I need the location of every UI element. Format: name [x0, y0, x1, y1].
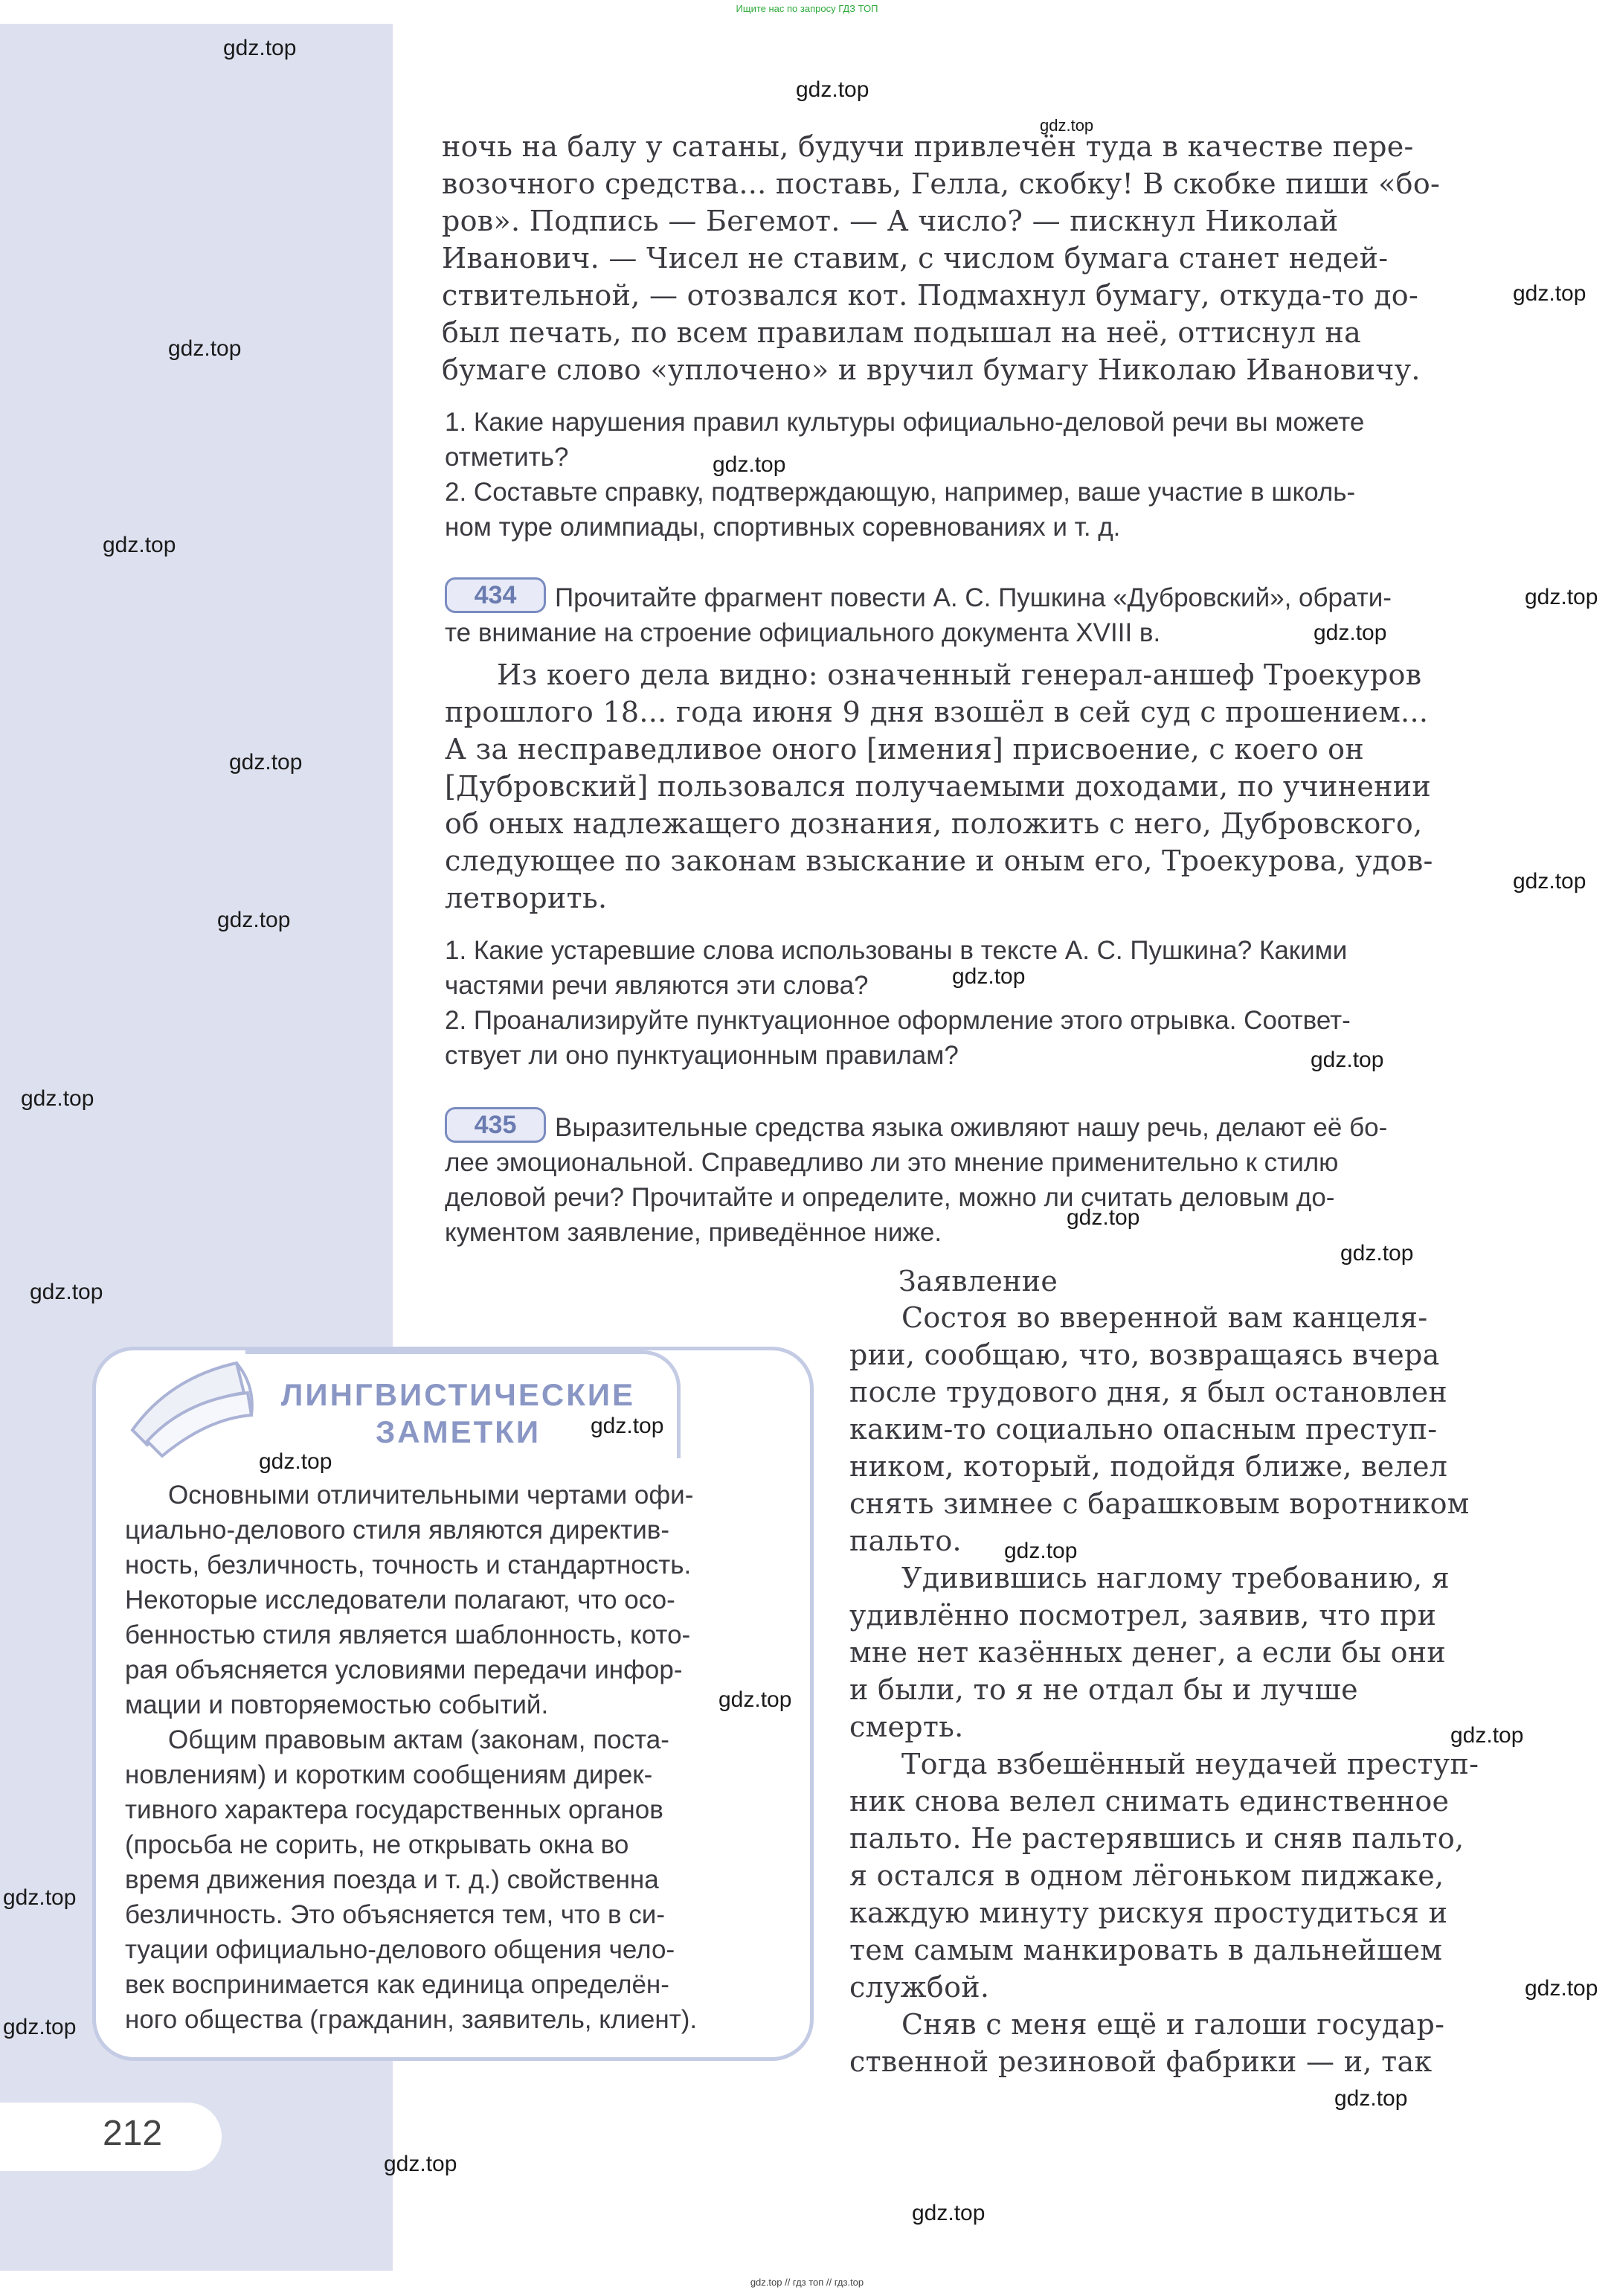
notes-line: мации и повторяемостью событий. — [125, 1690, 549, 1719]
text-line: ственной резиновой фабрики — и, так — [849, 2045, 1433, 2078]
watermark: gdz.top — [168, 336, 242, 361]
watermark: gdz.top — [3, 1885, 77, 1910]
text-line: смерть. — [849, 1710, 964, 1743]
watermark: gdz.top — [384, 2152, 457, 2176]
notes-body — [125, 1478, 774, 2037]
text-line: ствительной, — отозвался кот. Подмахнул бумагу, откуда-то до- — [442, 279, 1419, 312]
text-line: мне нет казённых денег, а если бы они — [849, 1636, 1447, 1669]
watermark: gdz.top — [1004, 1539, 1078, 1563]
text-line: Состоя во вверенной вам канцеля- — [901, 1301, 1428, 1334]
intro-questions — [445, 405, 1520, 545]
intro-passage — [442, 128, 1517, 388]
text-line: Из коего дела видно: означенный генерал-аншеф Троекуров — [497, 658, 1422, 691]
notes-line: Общим правовым актам (законам, поста- — [168, 1725, 669, 1754]
watermark: gdz.top — [1040, 116, 1094, 135]
prompt-line: лее эмоциональной. Справедливо ли это мнение применительно к стилю — [445, 1148, 1339, 1177]
watermark: gdz.top — [3, 2015, 77, 2039]
watermark: gdz.top — [21, 1086, 94, 1111]
watermark: gdz.top — [30, 1280, 103, 1304]
notes-line: ного общества (гражданин, заявитель, клиент). — [125, 2005, 698, 2034]
notes-title-line: ЛИНГВИСТИЧЕСКИЕ — [280, 1377, 636, 1412]
notes-line: Основными отличительными чертами офи- — [168, 1481, 694, 1510]
text-line: Иванович. — Чисел не ставим, с числом бумага станет недей- — [442, 242, 1389, 275]
text-line: рии, сообщаю, что, возвращаясь вчера — [849, 1338, 1440, 1371]
page-number: 212 — [103, 2114, 163, 2153]
text-line: А за несправедливое оного [имения] присвоение, с коего он — [445, 733, 1364, 766]
text-line: пальто. — [849, 1524, 962, 1557]
question-line: отметить? — [445, 443, 569, 472]
watermark: gdz.top — [1067, 1205, 1140, 1230]
watermark: gdz.top — [1513, 281, 1586, 306]
question-line: ном туре олимпиады, спортивных соревнованиях и т. д. — [445, 513, 1121, 542]
watermark: gdz.top — [796, 77, 869, 102]
text-line: возочного средства... поставь, Гелла, скобку! В скобке пиши «бо- — [442, 167, 1441, 200]
text-line: каким-то социально опасным преступ- — [849, 1413, 1438, 1446]
notes-title-line: ЗАМЕТКИ — [375, 1414, 541, 1449]
question-line: 1. Какие нарушения правил культуры официально-деловой речи вы можете — [445, 408, 1365, 437]
bottom-banner: gdz.top // гдз топ // гдз.top — [750, 2277, 864, 2288]
watermark: gdz.top — [1513, 869, 1586, 894]
text-line: удивлённо посмотрел, заявив, что при — [849, 1599, 1437, 1632]
text-line: ником, который, подойдя ближе, велел — [849, 1450, 1448, 1483]
watermark: gdz.top — [1334, 2086, 1408, 2111]
notes-line: (просьба не сорить, не открывать окна во — [125, 1830, 629, 1859]
watermark: gdz.top — [259, 1449, 332, 1474]
text-line: летворить. — [445, 882, 608, 914]
notes-line: ность, безличность, точность и стандартность. — [125, 1551, 692, 1580]
notes-line: безличность. Это объясняется тем, что в си- — [125, 1900, 665, 1929]
text-line: после трудового дня, я был остановлен — [849, 1376, 1448, 1408]
watermark: gdz.top — [1450, 1723, 1524, 1748]
task-435-prompt — [445, 1110, 1520, 1250]
notes-line: рая объясняется условиями передачи инфор- — [125, 1655, 683, 1684]
text-line: я остался в одном лёгоньком пиджаке, — [849, 1859, 1444, 1892]
watermark: gdz.top — [103, 533, 176, 557]
text-line: Тогда взбешённый неудачей преступ- — [901, 1748, 1479, 1780]
text-line: [Дубровский] пользовался получаемыми доходами, по учинении — [445, 770, 1432, 803]
statement-text — [849, 1299, 1519, 2080]
statement-heading: Заявление — [898, 1265, 1058, 1298]
watermark: gdz.top — [223, 36, 297, 60]
watermark: gdz.top — [912, 2201, 986, 2225]
task-number-badge: 435 — [445, 1107, 546, 1143]
top-banner: Ищите нас по запросу ГДЗ ТОП — [736, 3, 878, 14]
notes-line: бенностью стиля является шаблонность, кото- — [125, 1620, 691, 1649]
question-line: 2. Проанализируйте пунктуационное оформление этого отрывка. Соответ- — [445, 1006, 1351, 1035]
watermark: gdz.top — [1340, 1241, 1414, 1266]
text-line: тем самым манкировать в дальнейшем — [849, 1934, 1443, 1966]
text-line: ров». Подпись — Бегемот. — А число? — пискнул Николай — [442, 205, 1339, 237]
watermark: gdz.top — [229, 750, 303, 775]
question-line: 2. Составьте справку, подтверждающую, например, ваше участие в школь- — [445, 478, 1356, 507]
text-line: пальто. Не растерявшись и сняв пальто, — [849, 1822, 1465, 1855]
text-line: об оных надлежащего дознания, положить с него, Дубровского, — [445, 807, 1423, 840]
watermark: gdz.top — [1525, 1976, 1598, 2001]
notes-line: новлениям) и коротким сообщениям дирек- — [125, 1760, 653, 1789]
notes-line: время движения поезда и т. д.) свойственна — [125, 1865, 659, 1894]
task-434-excerpt — [445, 656, 1520, 917]
text-line: снять зимнее с барашковым воротником — [849, 1487, 1470, 1520]
notes-line: Некоторые исследователи полагают, что осо- — [125, 1585, 675, 1614]
notes-line: век воспринимается как единица определён- — [125, 1970, 669, 1999]
text-line: каждую минуту рискуя простудиться и — [849, 1896, 1448, 1929]
text-line: следующее по законам взыскание и оным его, Троекурова, удов- — [445, 844, 1433, 877]
watermark: gdz.top — [713, 452, 786, 477]
watermark: gdz.top — [1311, 1048, 1384, 1072]
task-number-badge: 434 — [445, 577, 546, 613]
text-line: Сняв с меня ещё и галоши государ- — [901, 2008, 1445, 2041]
text-line: прошлого 18... года июня 9 дня взошёл в сей суд с прошением... — [445, 696, 1429, 728]
question-line: частями речи являются эти слова? — [445, 971, 869, 1000]
notes-line: туации официально-делового общения чело- — [125, 1935, 675, 1964]
prompt-line: Прочитайте фрагмент повести А. С. Пушкина «Дубровский», обрати- — [555, 583, 1392, 612]
text-line: службой. — [849, 1971, 990, 2004]
book-pages-icon — [125, 1348, 259, 1467]
watermark: gdz.top — [952, 964, 1026, 989]
prompt-line: деловой речи? Прочитайте и определите, можно ли считать деловым до- — [445, 1183, 1335, 1212]
watermark: gdz.top — [1314, 621, 1387, 645]
text-line: бумаге слово «уплочено» и вручил бумагу Николаю Ивановичу. — [442, 353, 1421, 386]
notes-line: тивного характера государственных органов — [125, 1795, 663, 1824]
text-line: ночь на балу у сатаны, будучи привлечён туда в качестве пере- — [442, 130, 1414, 163]
watermark: gdz.top — [591, 1414, 664, 1438]
watermark: gdz.top — [217, 908, 291, 932]
text-line: Удивившись наглому требованию, я — [901, 1562, 1450, 1594]
prompt-line: те внимание на строение официального документа XVIII в. — [445, 618, 1161, 647]
question-line: 1. Какие устаревшие слова использованы в тексте А. С. Пушкина? Какими — [445, 936, 1348, 965]
notes-line: циально-делового стиля являются директив- — [125, 1516, 670, 1545]
prompt-line: кументом заявление, приведённое ниже. — [445, 1218, 942, 1247]
text-line: и были, то я не отдал бы и лучше — [849, 1673, 1358, 1706]
watermark: gdz.top — [1525, 585, 1598, 609]
watermark: gdz.top — [718, 1687, 792, 1712]
prompt-line: Выразительные средства языка оживляют нашу речь, делают её бо- — [555, 1113, 1388, 1142]
text-line: ник снова велел снимать единственное — [849, 1785, 1450, 1818]
question-line: ствует ли оно пунктуационным правилам? — [445, 1041, 959, 1070]
text-line: был печать, по всем правилам подышал на неё, оттиснул на — [442, 316, 1362, 349]
